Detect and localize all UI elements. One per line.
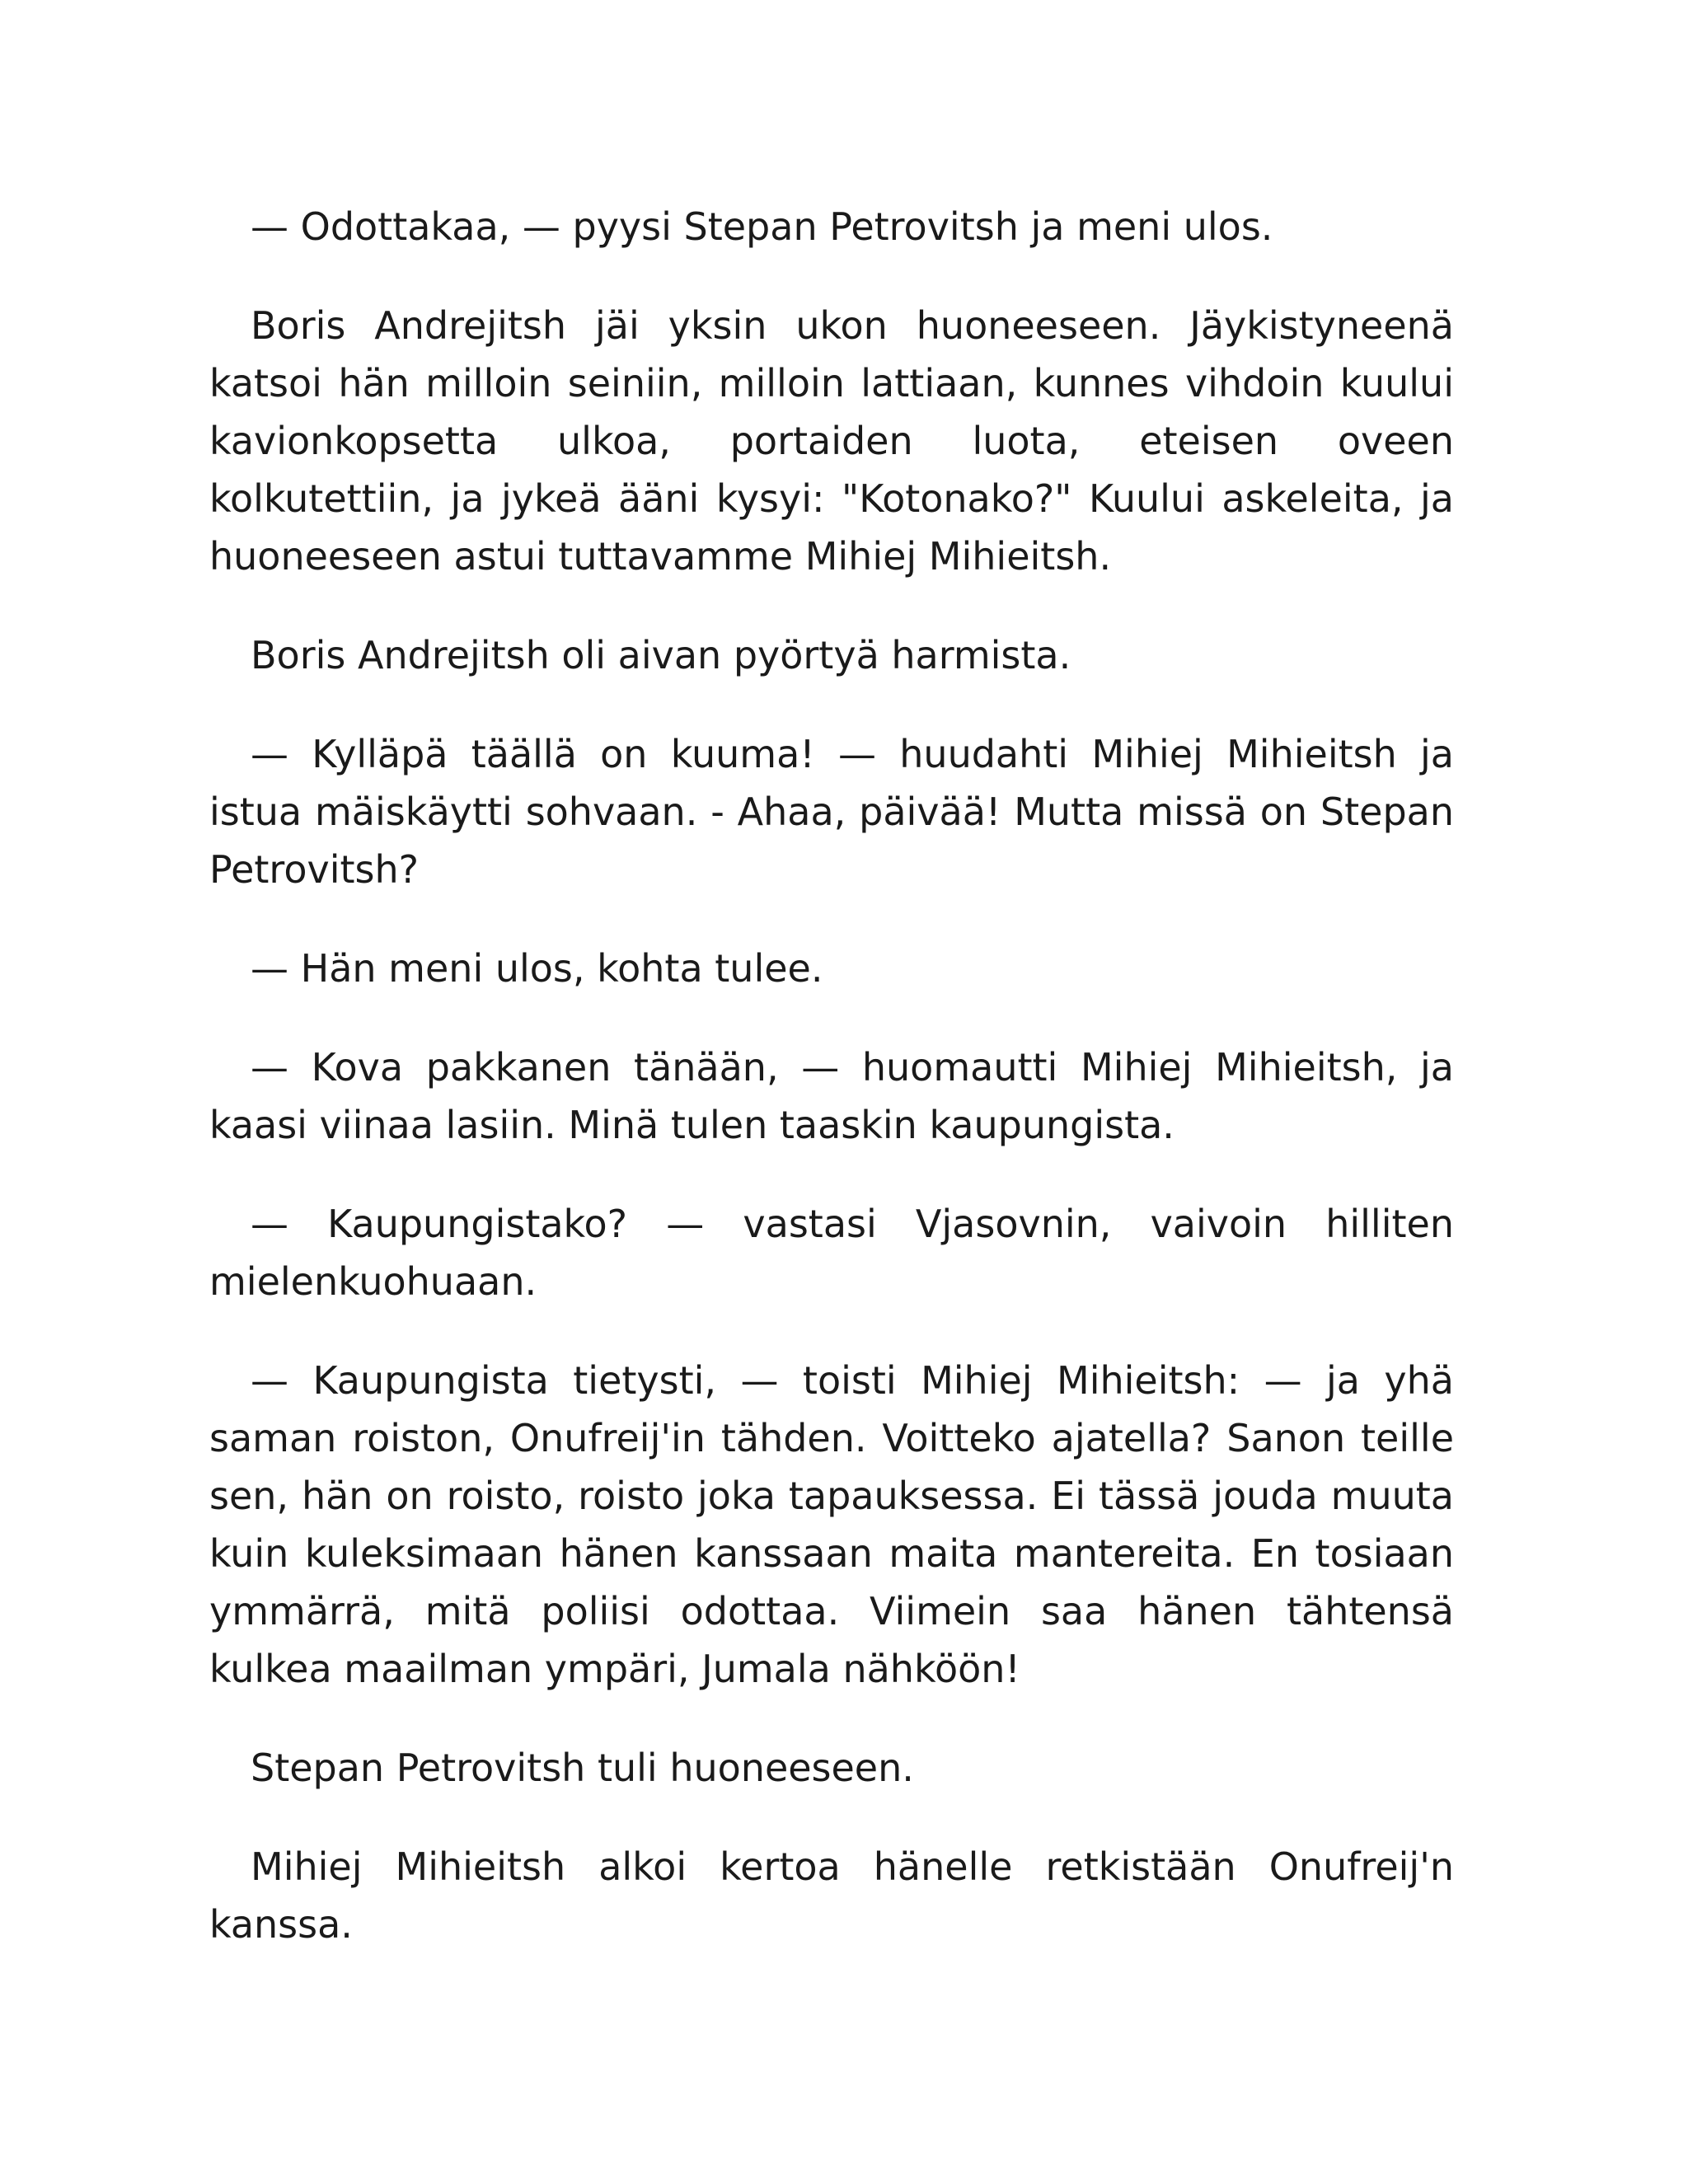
document-page [209, 198, 1454, 1953]
paragraph-10: Mihiej Mihieitsh alkoi kertoa hänelle retkistään Onufreij'n kanssa. [209, 1844, 1454, 1947]
paragraph-5: — Hän meni ulos, kohta tulee. [251, 946, 823, 991]
paragraph-8: — Kaupungista tietysti, — toisti Mihiej Mihieitsh: — ja yhä saman roiston, Onufreij'in tähden. Voitteko ajatella? Sanon teille sen, hän on roisto, roisto joka tapauksessa. Ei tässä jouda muuta kuin kuleksimaan hänen kanssaan maita mantereita. En tosiaan ymmärrä, mitä poliisi odottaa. Viimein saa hänen tähtensä kulkea maailman ympäri, Jumala nähköön! [209, 1358, 1454, 1691]
paragraph-3: Boris Andrejitsh oli aivan pyörtyä harmista. [251, 633, 1071, 677]
paragraph-4: — Kylläpä täällä on kuuma! — huudahti Mihiej Mihieitsh ja istua mäiskäytti sohvaan. - Ahaa, päivää! Mutta missä on Stepan Petrovitsh? [209, 732, 1454, 892]
paragraph-1: — Odottakaa, — pyysi Stepan Petrovitsh ja meni ulos. [251, 204, 1273, 249]
paragraph-2: Boris Andrejitsh jäi yksin ukon huoneeseen. Jäykistyneenä katsoi hän milloin seiniin, milloin lattiaan, kunnes vihdoin kuului kavionkopsetta ulkoa, portaiden luota, eteisen oveen kolkutettiin, ja jykeä ääni kysyi: "Kotonako?" Kuului askeleita, ja huoneeseen astui tuttavamme Mihiej Mihieitsh. [209, 303, 1454, 579]
paragraph-9: Stepan Petrovitsh tuli huoneeseen. [251, 1746, 914, 1790]
paragraph-6: — Kova pakkanen tänään, — huomautti Mihiej Mihieitsh, ja kaasi viinaa lasiin. Minä tulen taaskin kaupungista. [209, 1045, 1454, 1147]
paragraph-7: — Kaupungistako? — vastasi Vjasovnin, vaivoin hilliten mielenkuohuaan. [209, 1202, 1454, 1304]
